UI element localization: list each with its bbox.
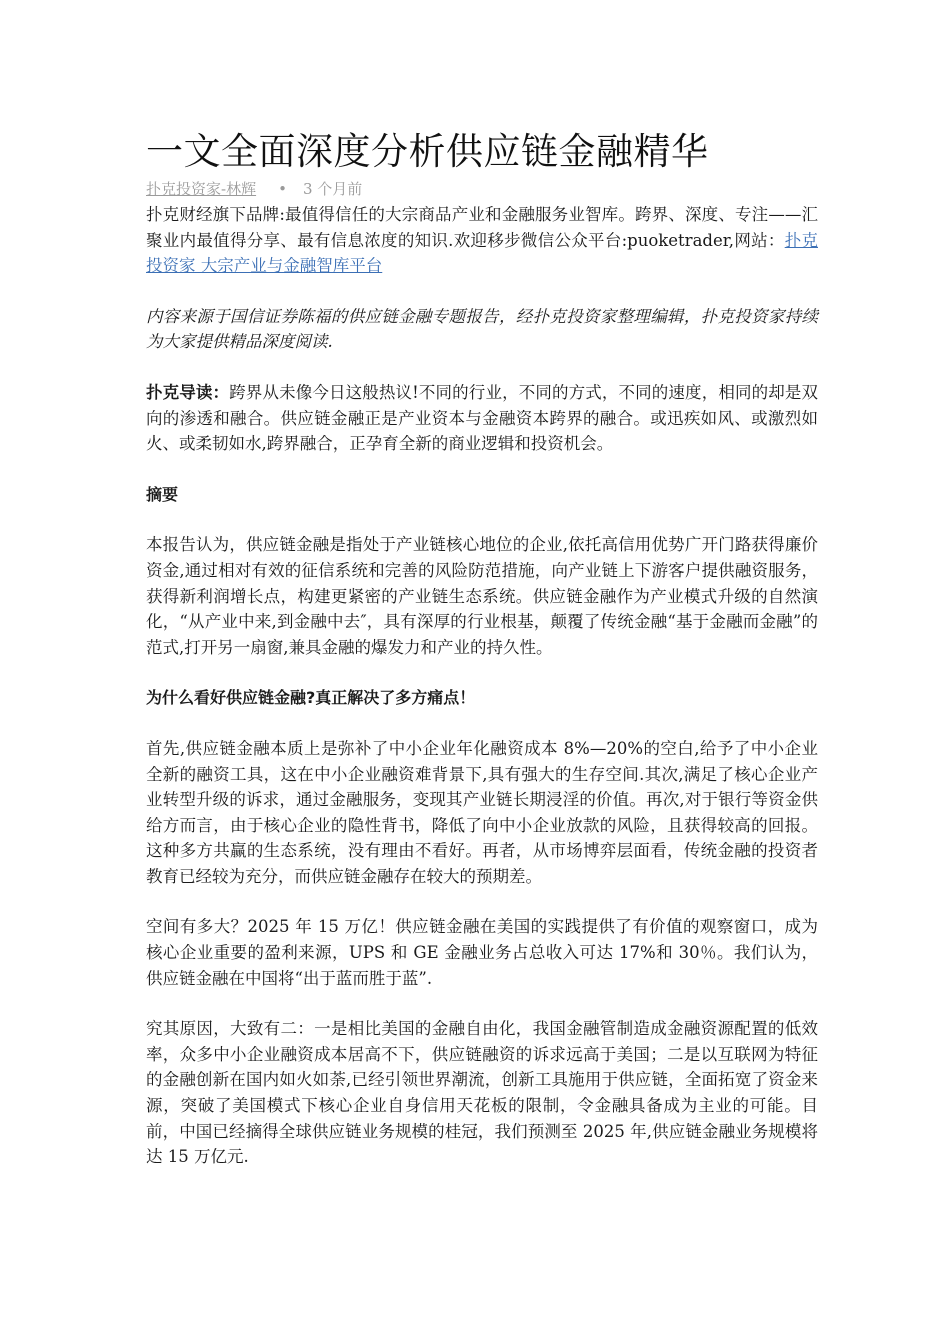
- lead-label: 扑克导读：: [146, 382, 230, 402]
- why-heading: 为什么看好供应链金融?真正解决了多方痛点！: [146, 688, 476, 708]
- source-note: 内容来源于国信证券陈福的供应链金融专题报告，经扑克投资家整理编辑，扑克投资家持续为大家提供精品深度阅读.: [146, 306, 818, 352]
- article: [146, 126, 818, 1170]
- summary-heading: 摘要: [146, 484, 179, 504]
- publish-time: 3 个月前: [302, 180, 363, 198]
- space-paragraph: 空间有多大？2025 年 15 万亿！供应链金融在美国的实践提供了有价值的观察窗口，成为核心企业重要的盈利来源，UPS 和 GE 金融业务占总收入可达 17%和 30％。我们认为，供应链金融在中国将“出于蓝而胜于蓝”.: [146, 917, 818, 988]
- article-title: 一文全面深度分析供应链金融精华: [146, 130, 709, 173]
- article-meta: [146, 178, 818, 200]
- website-link[interactable]: 扑克投资家 大宗产业与金融智库平台: [146, 230, 818, 276]
- summary-paragraph: 本报告认为，供应链金融是指处于产业链核心地位的企业,依托高信用优势广开门路获得廉价资金,通过相对有效的征信系统和完善的风险防范措施，向产业链上下游客户提供融资服务，获得新利润增长点，构建更紧密的产业链生态系统。供应链金融作为产业模式升级的自然演化，“从产业中来,到金融中去″，具有深厚的行业根基，颠覆了传统金融“基于金融而金融”的范式,打开另一扇窗,兼具金融的爆发力和产业的持久性。: [146, 535, 818, 657]
- intro-text: 扑克财经旗下品牌:最值得信任的大宗商品产业和金融服务业智库。跨界、深度、专注——汇聚业内最值得分享、最有信息浓度的知识.欢迎移步微信公众平台:puoketrader,网站：: [146, 205, 818, 250]
- reason-paragraph: 究其原因，大致有二：一是相比美国的金融自由化，我国金融管制造成金融资源配置的低效率，众多中小企业融资成本居高不下，供应链融资的诉求远高于美国；二是以互联网为特征的金融创新在国内如火如荼,已经引领世界潮流，创新工具施用于供应链，全面拓宽了资金来源，突破了美国模式下核心企业自身信用天花板的限制，令金融具备成为主业的可能。目前，中国已经摘得全球供应链业务规模的桂冠，我们预测至 2025 年,供应链金融业务规模将达 15 万亿元.: [146, 1019, 818, 1167]
- author-link[interactable]: 扑克投资家-林辉: [146, 180, 257, 198]
- lead-paragraph: [146, 380, 818, 457]
- lead-text: 跨界从未像今日这般热议!不同的行业，不同的方式，不同的速度，相同的却是双向的渗透和融合。供应链金融正是产业资本与金融资本跨界的融合。或迅疾如风、或激烈如火、或柔韧如水,跨界融合，正孕育全新的商业逻辑和投资机会。: [146, 382, 818, 454]
- intro-paragraph: [146, 202, 818, 279]
- meta-separator: •: [278, 180, 287, 198]
- why-paragraph: 首先,供应链金融本质上是弥补了中小企业年化融资成本 8%—20%的空白,给予了中小企业全新的融资工具，这在中小企业融资难背景下,具有强大的生存空间.其次,满足了核心企业产业转型升级的诉求，通过金融服务，变现其产业链长期浸淫的价值。再次,对于银行等资金供给方而言，由于核心企业的隐性背书，降低了向中小企业放款的风险，且获得较高的回报。这种多方共赢的生态系统，没有理由不看好。再者，从市场博弈层面看，传统金融的投资者教育已经较为充分，而供应链金融存在较大的预期差。: [146, 738, 818, 886]
